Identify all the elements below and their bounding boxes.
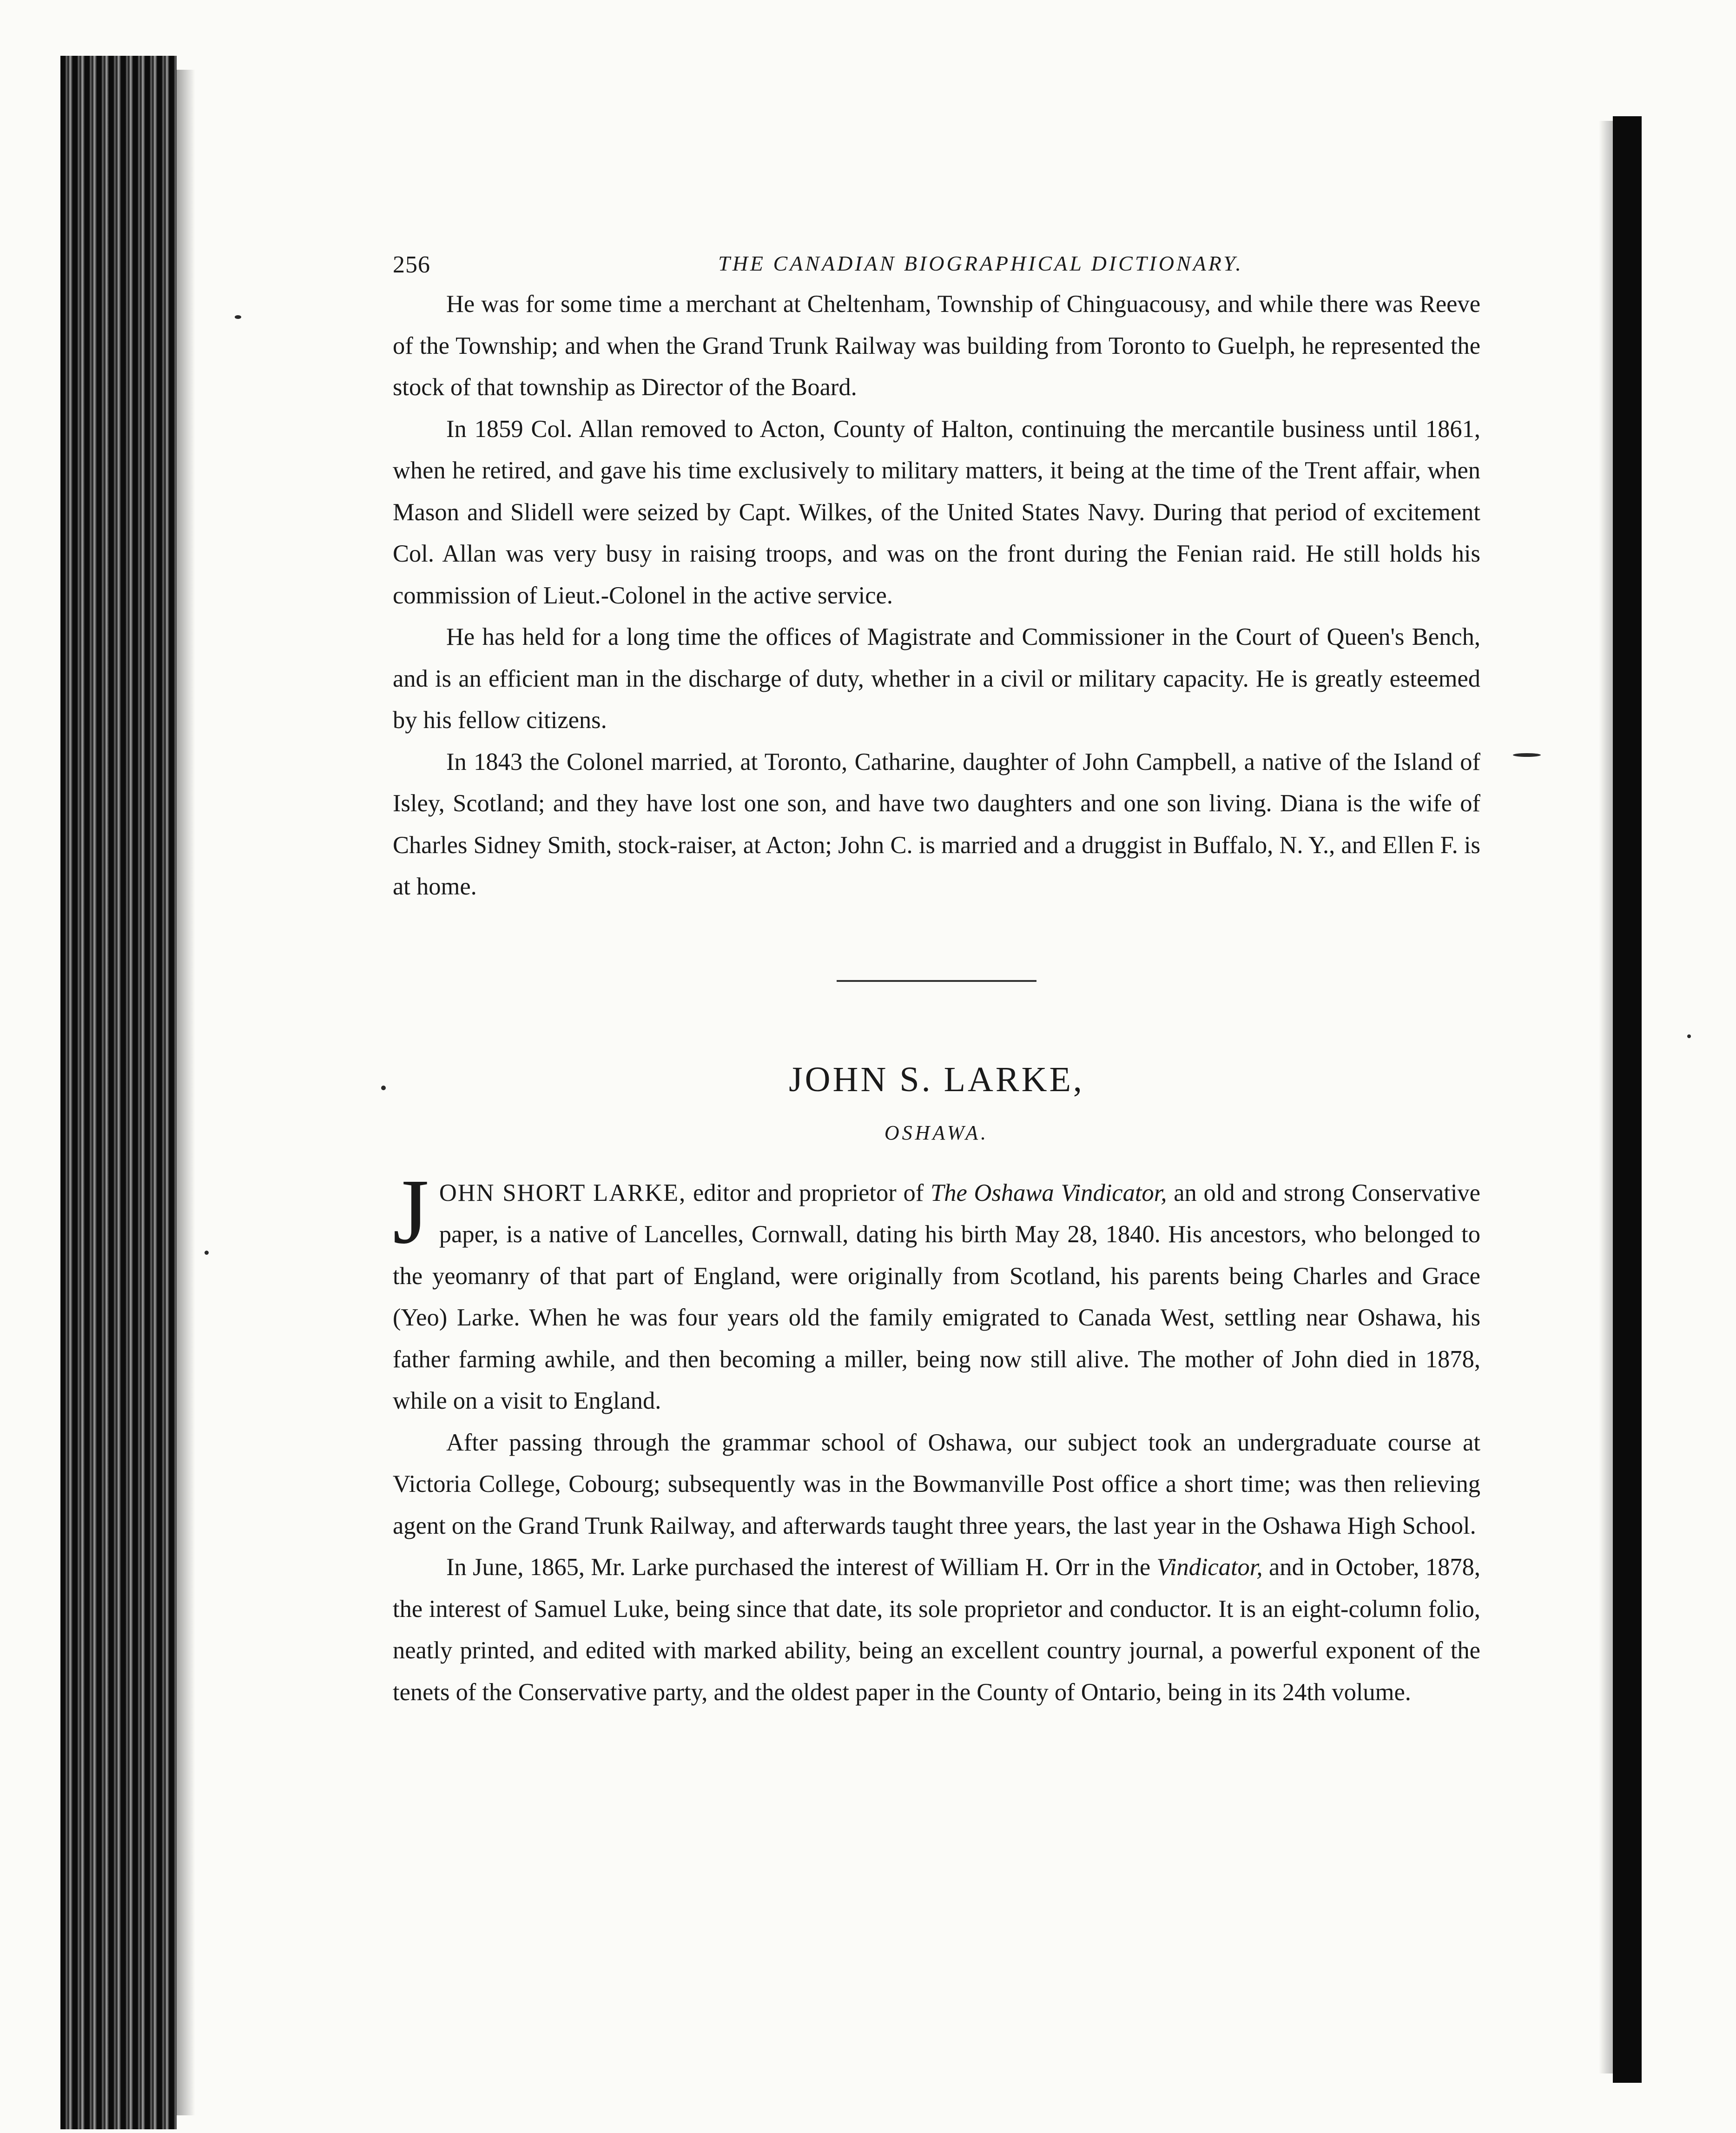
scan-speck (1513, 753, 1541, 757)
running-head (393, 242, 1480, 284)
newspaper-title: Vindicator, (1156, 1554, 1263, 1581)
text-run: and in October, 1878, the interest of Samuel Luke, being since that date, its sole proprietor and conductor. It is an eight-column folio, neatly printed, and edited with marked ability, being an excellent country journal, a powerful exponent of the tenets of the Conservative party, and the oldest paper in the County of Ontario, being in its 24th volume. (393, 1554, 1480, 1706)
text-run: editor and proprietor of (686, 1179, 931, 1206)
lead-caps: OHN SHORT LARKE, (439, 1179, 686, 1206)
right-binding-shadow (1599, 121, 1613, 2073)
newspaper-title: The Oshawa Vindicator, (931, 1179, 1167, 1206)
scan-speck (381, 1086, 386, 1090)
new-entry (393, 1160, 1480, 1714)
right-binding-edge (1613, 116, 1642, 2083)
entry-place: OSHAWA. (884, 1121, 989, 1144)
entry-heading: JOHN S. LARKE, (789, 1060, 1084, 1099)
paragraph: After passing through the grammar school of Oshawa, our subject took an undergraduate course at Victoria College, Cobourg; subsequently was in the Bowmanville Post office a short time; was then relieving agent on the Grand Trunk Railway, and afterwards taught three years, the last year in the Oshawa High School. (393, 1429, 1480, 1539)
scan-speck (205, 1251, 209, 1255)
scan-speck (235, 315, 241, 319)
text-run: an old and strong Conservative paper, is a native of Lancelles, Cornwall, dating his birth May 28, 1840. His ancestors, who belonged to the yeomanry of that part of England, were originally from Scotland, his parents being Charles and Grace (Yeo) Larke. When he was four years old the family emigrated to Canada West, settling near Oshawa, his father farming awhile, and then becoming a miller, being now still alive. The mother of John died in 1878, while on a visit to England. (393, 1179, 1480, 1414)
text-run: In June, 1865, Mr. Larke purchased the interest of William H. Orr in the (446, 1554, 1157, 1581)
paragraph (393, 1160, 1480, 1422)
left-binding-edge (60, 56, 177, 2129)
paragraph: In 1859 Col. Allan removed to Acton, County of Halton, continuing the mercantile business until 1861, when he retired, and gave his time exclusively to military matters, it being at the time of the Trent affair, when Mason and Slidell were seized by Capt. Wilkes, of the United States Navy. During that period of excitement Col. Allan was very busy in raising troops, and was on the front during the Fenian raid. He still holds his commission of Lieut.-Colonel in the active service. (393, 415, 1480, 609)
section-divider (837, 980, 1036, 982)
drop-cap: J (393, 1160, 429, 1263)
page-number: 256 (393, 252, 430, 278)
paragraph (393, 1547, 1480, 1713)
scan-speck (1687, 1034, 1691, 1038)
left-binding-shadow (177, 70, 195, 2115)
running-title: THE CANADIAN BIOGRAPHICAL DICTIONARY. (718, 252, 1243, 275)
paragraph: He has held for a long time the offices of Magistrate and Commissioner in the Court of Queen's Bench, and is an efficient man in the discharge of duty, whether in a civil or military capacity. He is greatly esteemed by his fellow citizens. (393, 623, 1480, 734)
continued-entry (393, 284, 1480, 908)
paragraph: He was for some time a merchant at Cheltenham, Township of Chinguacousy, and while there was Reeve of the Township; and when the Grand Trunk Railway was building from Toronto to Guelph, he represented the stock of that township as Director of the Board. (393, 291, 1480, 401)
book-page (393, 242, 1480, 1713)
paragraph: In 1843 the Colonel married, at Toronto, Catharine, daughter of John Campbell, a native of the Island of Isley, Scotland; and they have lost one son, and have two daughters and one son living. Diana is the wife of Charles Sidney Smith, stock-raiser, at Acton; John C. is married and a druggist in Buffalo, N. Y., and Ellen F. is at home. (393, 748, 1480, 900)
